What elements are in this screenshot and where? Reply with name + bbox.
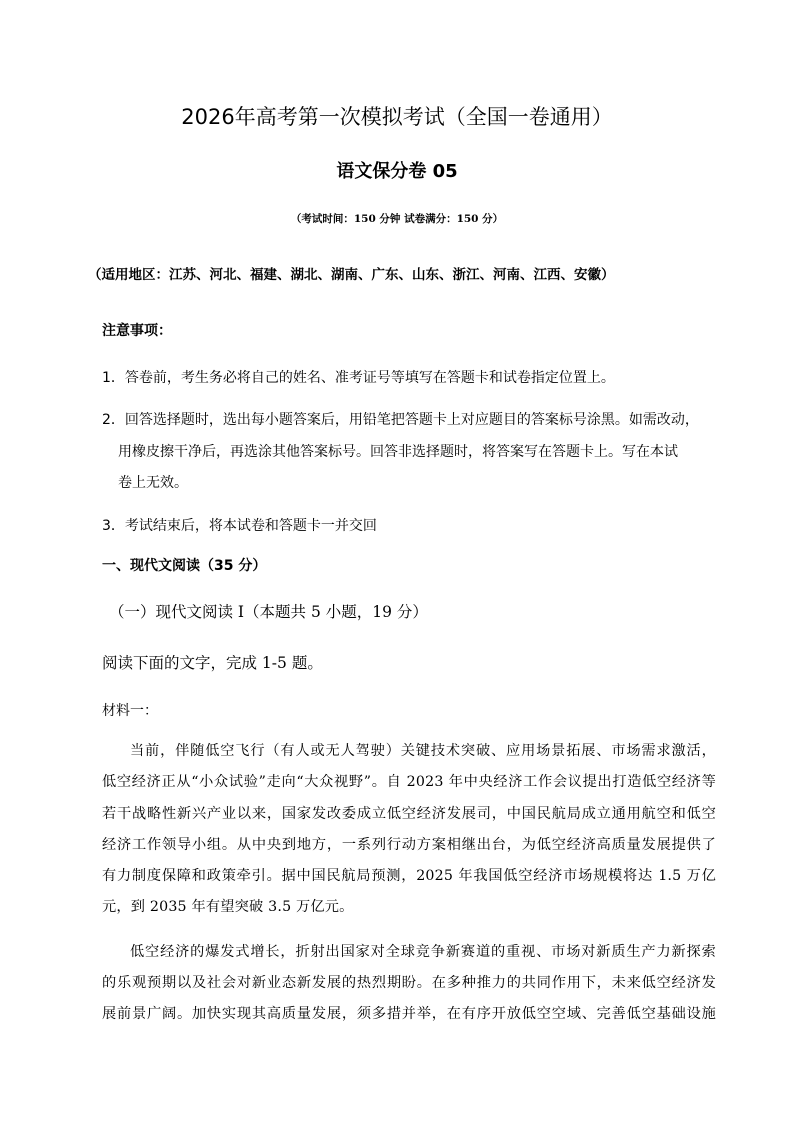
- paragraph-2-line-3: 展前景广阔。加快实现其高质量发展，须多措并举，在有序开放低空空域、完善低空基础设施: [102, 1006, 716, 1022]
- paragraph-1-line-2: 低空经济正从“小众试验”走向“大众视野”。自 2023 年中央经济工作会议提出打造低空经济等: [102, 774, 716, 790]
- reading-instruction: 阅读下面的文字，完成 1-5 题。: [102, 654, 323, 672]
- notice-item-2-line-2: 用橡皮擦干净后，再选涂其他答案标号。回答非选择题时，将答案写在答题卡上。写在本试: [118, 444, 678, 460]
- paragraph-1-line-3: 若干战略性新兴产业以来，国家发改委成立低空经济发展司，中国民航局成立通用航空和低空: [102, 806, 716, 822]
- notice-item-1: 1．答卷前，考生务必将自己的姓名、准考证号等填写在答题卡和试卷指定位置上。: [102, 370, 615, 386]
- notice-item-3: 3．考试结束后，将本试卷和答题卡一并交回: [102, 518, 377, 534]
- paragraph-1-line-5: 有力制度保障和政策牵引。据中国民航局预测，2025 年我国低空经济市场规模将达 1.5 万亿: [102, 868, 716, 884]
- section-subheading: （一）现代文阅读 I（本题共 5 小题，19 分）: [109, 603, 428, 621]
- applicable-regions: （适用地区：江苏、河北、福建、湖北、湖南、广东、山东、浙江、河南、江西、安徽）: [88, 267, 615, 283]
- paragraph-2-line-1: 低空经济的爆发式增长，折射出国家对全球竞争新赛道的重视、市场对新质生产力新探索: [130, 944, 716, 960]
- paragraph-1-line-1: 当前，伴随低空飞行（有人或无人驾驶）关键技术突破、应用场景拓展、市场需求激活，: [130, 743, 716, 759]
- exam-time-info: （考试时间：150 分钟 试卷满分：150 分）: [290, 213, 504, 225]
- exam-title: 2026年高考第一次模拟考试（全国一卷通用）: [181, 105, 613, 129]
- material-label: 材料一：: [102, 703, 158, 719]
- paragraph-1-line-4: 经济工作领导小组。从中央到地方，一系列行动方案相继出台，为低空经济高质量发展提供了: [102, 837, 716, 853]
- paragraph-2-line-2: 的乐观预期以及社会对新业态新发展的热烈期盼。在多种推力的共同作用下，未来低空经济发: [102, 975, 716, 991]
- paragraph-1-line-6: 元，到 2035 年有望突破 3.5 万亿元。: [102, 899, 354, 915]
- notice-item-2-line-3: 卷上无效。: [118, 475, 188, 491]
- notice-heading: 注意事项：: [102, 323, 172, 339]
- notice-item-2-line-1: 2．回答选择题时，选出每小题答案后，用铅笔把答题卡上对应题目的答案标号涂黑。如需改动，: [102, 412, 699, 428]
- exam-subtitle: 语文保分卷 05: [336, 161, 458, 182]
- section-heading: 一、现代文阅读（35 分）: [102, 558, 267, 574]
